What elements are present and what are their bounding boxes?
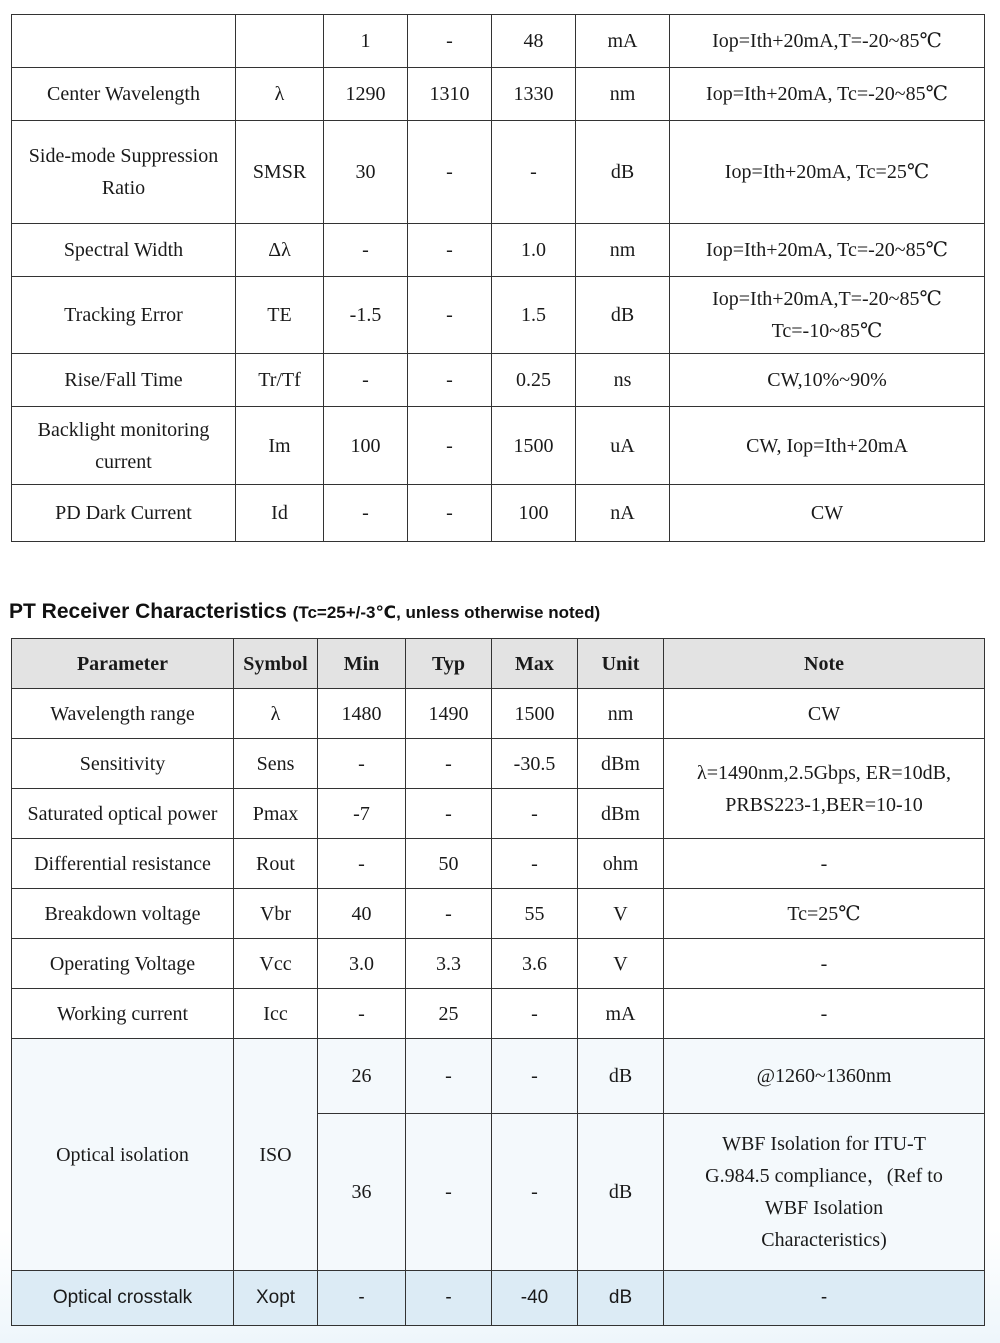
- note-cell: @1260~1360nm: [664, 1039, 985, 1114]
- shared-note-cell: [664, 739, 985, 839]
- table-row: [12, 1039, 985, 1114]
- column-header: Symbol: [234, 639, 318, 689]
- typ-cell: -: [408, 407, 492, 485]
- table-row: [12, 889, 985, 939]
- table-row: [12, 839, 985, 889]
- parameter-cell: Saturated optical power: [12, 789, 234, 839]
- column-header: Min: [318, 639, 406, 689]
- parameter-cell: PD Dark Current: [12, 485, 236, 542]
- min-cell: -1.5: [324, 277, 408, 354]
- parameter-cell: Working current: [12, 989, 234, 1039]
- unit-cell: mA: [576, 15, 670, 68]
- unit-cell: ns: [576, 354, 670, 407]
- max-cell: -30.5: [492, 739, 578, 789]
- column-header: Parameter: [12, 639, 234, 689]
- typ-cell: -: [406, 1039, 492, 1114]
- table-row: [12, 1271, 985, 1326]
- symbol-cell: Vcc: [234, 939, 318, 989]
- table-row: [12, 989, 985, 1039]
- table-row: [12, 485, 985, 542]
- parameter-cell: Optical crosstalk: [12, 1271, 234, 1326]
- note-cell: -: [664, 989, 985, 1039]
- table-row: [12, 68, 985, 121]
- typ-cell: -: [406, 1271, 492, 1326]
- parameter-cell: Sensitivity: [12, 739, 234, 789]
- parameter-cell: Spectral Width: [12, 224, 236, 277]
- max-cell: -: [492, 1039, 578, 1114]
- typ-cell: 1310: [408, 68, 492, 121]
- unit-cell: V: [578, 939, 664, 989]
- min-cell: -: [318, 739, 406, 789]
- typ-cell: -: [406, 1114, 492, 1271]
- receiver-characteristics-table: [11, 638, 985, 1326]
- laser-characteristics-table: [11, 14, 985, 542]
- table-row: [12, 689, 985, 739]
- min-cell: -: [324, 485, 408, 542]
- unit-cell: dBm: [578, 739, 664, 789]
- typ-cell: 3.3: [406, 939, 492, 989]
- typ-cell: -: [408, 277, 492, 354]
- min-cell: 3.0: [318, 939, 406, 989]
- unit-cell: nA: [576, 485, 670, 542]
- min-cell: 36: [318, 1114, 406, 1271]
- note-line: Tc=-10~85℃: [771, 320, 883, 342]
- unit-cell: dB: [576, 277, 670, 354]
- parameter-line: Side-mode Suppression: [28, 145, 219, 167]
- symbol-cell: [236, 15, 324, 68]
- symbol-cell: ISO: [234, 1039, 318, 1271]
- typ-cell: -: [406, 789, 492, 839]
- note-cell: -: [664, 1271, 985, 1326]
- table-row: [12, 739, 985, 789]
- max-cell: 0.25: [492, 354, 576, 407]
- unit-cell: ohm: [578, 839, 664, 889]
- note-cell: CW,10%~90%: [670, 354, 985, 407]
- parameter-cell: Center Wavelength: [12, 68, 236, 121]
- note-line: G.984.5 compliance，(Ref to: [705, 1165, 943, 1187]
- parameter-line: Ratio: [101, 177, 146, 199]
- min-cell: -: [324, 224, 408, 277]
- min-cell: 100: [324, 407, 408, 485]
- typ-cell: 50: [406, 839, 492, 889]
- unit-cell: dB: [578, 1114, 664, 1271]
- table-row: [12, 939, 985, 989]
- parameter-cell: Wavelength range: [12, 689, 234, 739]
- max-cell: 1.0: [492, 224, 576, 277]
- header-row: [12, 639, 985, 689]
- max-cell: 48: [492, 15, 576, 68]
- parameter-cell: Differential resistance: [12, 839, 234, 889]
- max-cell: -: [492, 1114, 578, 1271]
- symbol-cell: λ: [234, 689, 318, 739]
- symbol-cell: Im: [236, 407, 324, 485]
- min-cell: 1290: [324, 68, 408, 121]
- section-heading: [9, 600, 600, 624]
- note-cell: -: [664, 939, 985, 989]
- parameter-line: current: [95, 450, 152, 473]
- min-cell: 26: [318, 1039, 406, 1114]
- parameter-cell: Tracking Error: [12, 277, 236, 354]
- max-cell: 55: [492, 889, 578, 939]
- note-cell: CW: [664, 689, 985, 739]
- typ-cell: -: [408, 15, 492, 68]
- min-cell: -: [318, 989, 406, 1039]
- symbol-cell: Rout: [234, 839, 318, 889]
- symbol-cell: SMSR: [236, 121, 324, 224]
- max-cell: 1330: [492, 68, 576, 121]
- table-row: [12, 277, 985, 354]
- note-cell: CW, Iop=Ith+20mA: [670, 407, 985, 485]
- unit-cell: V: [578, 889, 664, 939]
- typ-cell: -: [406, 739, 492, 789]
- column-header: Typ: [406, 639, 492, 689]
- column-header: Unit: [578, 639, 664, 689]
- unit-cell: uA: [576, 407, 670, 485]
- min-cell: -: [318, 1271, 406, 1326]
- note-cell: [664, 1114, 985, 1271]
- note-cell: Tc=25℃: [664, 889, 985, 939]
- unit-cell: nm: [578, 689, 664, 739]
- parameter-cell: Optical isolation: [12, 1039, 234, 1271]
- max-cell: -: [492, 121, 576, 224]
- table-row: [12, 121, 985, 224]
- table-row: [12, 224, 985, 277]
- symbol-cell: TE: [236, 277, 324, 354]
- typ-cell: -: [408, 121, 492, 224]
- parameter-cell: [12, 407, 236, 485]
- min-cell: 40: [318, 889, 406, 939]
- max-cell: 1500: [492, 689, 578, 739]
- typ-cell: -: [408, 485, 492, 542]
- max-cell: -40: [492, 1271, 578, 1326]
- max-cell: -: [492, 989, 578, 1039]
- typ-cell: -: [408, 354, 492, 407]
- parameter-cell: [12, 121, 236, 224]
- unit-cell: dB: [578, 1271, 664, 1326]
- symbol-cell: Tr/Tf: [236, 354, 324, 407]
- min-cell: -: [324, 354, 408, 407]
- parameter-cell: Operating Voltage: [12, 939, 234, 989]
- note-cell: Iop=Ith+20mA,T=-20~85℃: [670, 15, 985, 68]
- unit-cell: mA: [578, 989, 664, 1039]
- symbol-cell: Pmax: [234, 789, 318, 839]
- note-line: Iop=Ith+20mA,T=-20~85℃: [712, 288, 942, 310]
- note-line: PRBS223-1,BER=10-10: [725, 793, 923, 816]
- note-line: WBF Isolation for ITU-T: [722, 1133, 926, 1155]
- symbol-cell: Δλ: [236, 224, 324, 277]
- note-cell: Iop=Ith+20mA, Tc=-20~85℃: [670, 224, 985, 277]
- min-cell: -: [318, 839, 406, 889]
- unit-cell: dB: [576, 121, 670, 224]
- column-header: Note: [664, 639, 985, 689]
- min-cell: 30: [324, 121, 408, 224]
- max-cell: 1500: [492, 407, 576, 485]
- symbol-cell: Vbr: [234, 889, 318, 939]
- max-cell: 1.5: [492, 277, 576, 354]
- note-line: λ=1490nm,2.5Gbps, ER=10dB,: [697, 761, 951, 784]
- parameter-line: Backlight monitoring: [37, 418, 210, 441]
- parameter-cell: [12, 15, 236, 68]
- unit-cell: dB: [578, 1039, 664, 1114]
- min-cell: 1480: [318, 689, 406, 739]
- typ-cell: -: [406, 889, 492, 939]
- column-header: Max: [492, 639, 578, 689]
- parameter-cell: Rise/Fall Time: [12, 354, 236, 407]
- section-title: PT Receiver Characteristics: [9, 600, 287, 623]
- max-cell: -: [492, 839, 578, 889]
- unit-cell: nm: [576, 224, 670, 277]
- note-line: WBF Isolation: [764, 1197, 884, 1219]
- note-line: Characteristics): [761, 1229, 887, 1251]
- min-cell: 1: [324, 15, 408, 68]
- note-cell: -: [664, 839, 985, 889]
- symbol-cell: Id: [236, 485, 324, 542]
- symbol-cell: Sens: [234, 739, 318, 789]
- unit-cell: dBm: [578, 789, 664, 839]
- symbol-cell: λ: [236, 68, 324, 121]
- typ-cell: 1490: [406, 689, 492, 739]
- table-row: [12, 407, 985, 485]
- typ-cell: 25: [406, 989, 492, 1039]
- note-cell: Iop=Ith+20mA, Tc=25℃: [670, 121, 985, 224]
- symbol-cell: Icc: [234, 989, 318, 1039]
- unit-cell: nm: [576, 68, 670, 121]
- symbol-cell: Xopt: [234, 1271, 318, 1326]
- max-cell: 100: [492, 485, 576, 542]
- parameter-cell: Breakdown voltage: [12, 889, 234, 939]
- max-cell: -: [492, 789, 578, 839]
- note-cell: CW: [670, 485, 985, 542]
- section-condition: (Tc=25+/-3℃, unless otherwise noted): [292, 603, 601, 622]
- table-row: [12, 15, 985, 68]
- note-cell: [670, 277, 985, 354]
- table-row: [12, 354, 985, 407]
- max-cell: 3.6: [492, 939, 578, 989]
- note-cell: Iop=Ith+20mA, Tc=-20~85℃: [670, 68, 985, 121]
- min-cell: -7: [318, 789, 406, 839]
- typ-cell: -: [408, 224, 492, 277]
